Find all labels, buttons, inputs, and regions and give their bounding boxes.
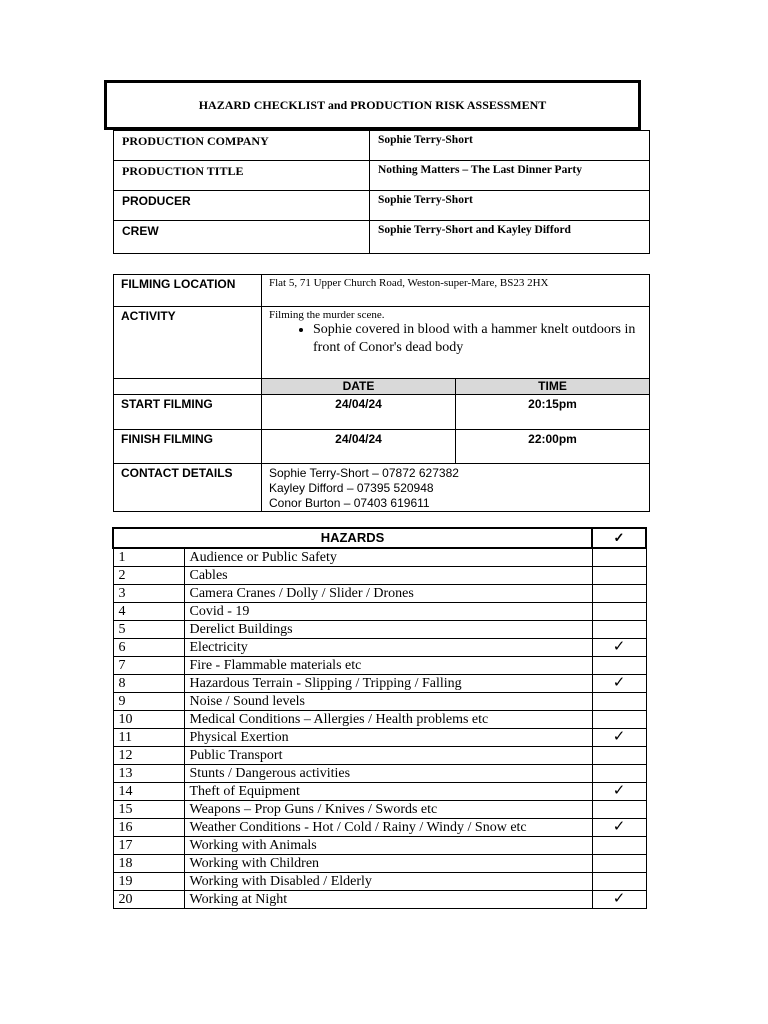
hazard-number: 3 [113,585,184,603]
finish-time: 22:00pm [456,430,650,464]
production-company-row [114,131,650,161]
hazard-name: Working at Night [184,891,592,909]
hazard-name: Working with Children [184,855,592,873]
hazard-name: Working with Disabled / Elderly [184,873,592,891]
contact-line: Kayley Difford – 07395 520948 [269,481,434,495]
time-header: TIME [456,379,650,395]
hazard-rows [113,548,646,909]
contact-details-cell [262,464,650,512]
activity-bullet: • Sophie covered in blood with a hammer knelt outdoors in front of Conor's dead body [313,321,642,357]
hazard-number: 10 [113,711,184,729]
hazard-number: 18 [113,855,184,873]
hazard-name: Stunts / Dangerous activities [184,765,592,783]
hazard-name: Audience or Public Safety [184,548,592,567]
hazard-row [113,783,646,801]
hazard-tick [592,837,646,855]
finish-filming-label: FINISH FILMING [114,430,262,464]
hazard-tick [592,567,646,585]
production-title-value: Nothing Matters – The Last Dinner Party [370,161,650,191]
contact-details-label: CONTACT DETAILS [114,464,262,512]
hazard-tick [592,585,646,603]
hazard-row [113,657,646,675]
producer-row [114,191,650,221]
hazard-row [113,693,646,711]
date-header: DATE [262,379,456,395]
hazard-number: 5 [113,621,184,639]
hazard-row [113,729,646,747]
filming-location-value: Flat 5, 71 Upper Church Road, Weston-super-Mare, BS23 2HX [262,275,650,307]
contact-details-row [114,464,650,512]
hazard-row [113,675,646,693]
schedule-header-blank [114,379,262,395]
hazard-row [113,567,646,585]
hazard-tick [592,603,646,621]
hazard-row [113,711,646,729]
start-time: 20:15pm [456,395,650,430]
hazard-tick [592,693,646,711]
hazard-row [113,891,646,909]
activity-cell [262,307,650,379]
production-company-label: PRODUCTION COMPANY [114,131,370,161]
hazard-row [113,585,646,603]
hazard-name: Cables [184,567,592,585]
hazard-name: Covid - 19 [184,603,592,621]
hazard-number: 15 [113,801,184,819]
hazard-row [113,621,646,639]
hazard-row [113,639,646,657]
crew-value: Sophie Terry-Short and Kayley Difford [370,221,650,254]
activity-intro: Filming the murder scene. [269,309,385,321]
hazard-number: 17 [113,837,184,855]
finish-filming-row [114,430,650,464]
hazard-name: Public Transport [184,747,592,765]
hazard-row [113,747,646,765]
hazard-tick: ✓ [592,639,646,657]
hazard-number: 19 [113,873,184,891]
hazard-tick: ✓ [592,819,646,837]
hazard-row [113,837,646,855]
production-company-value: Sophie Terry-Short [370,131,650,161]
hazard-number: 11 [113,729,184,747]
hazard-tick [592,711,646,729]
hazards-table [112,527,647,909]
hazard-tick [592,765,646,783]
hazard-number: 2 [113,567,184,585]
start-filming-label: START FILMING [114,395,262,430]
hazard-number: 8 [113,675,184,693]
hazard-row [113,765,646,783]
hazard-tick: ✓ [592,783,646,801]
hazard-name: Electricity [184,639,592,657]
producer-value: Sophie Terry-Short [370,191,650,221]
hazard-tick [592,621,646,639]
crew-label: CREW [114,221,370,254]
activity-bullet-list [269,321,642,357]
hazard-row [113,603,646,621]
production-title-label: PRODUCTION TITLE [114,161,370,191]
hazard-row [113,873,646,891]
hazard-name: Hazardous Terrain - Slipping / Tripping / Falling [184,675,592,693]
hazards-header: HAZARDS [113,528,592,548]
hazard-name: Derelict Buildings [184,621,592,639]
finish-date: 24/04/24 [262,430,456,464]
hazard-number: 12 [113,747,184,765]
hazard-tick [592,548,646,567]
hazard-name: Physical Exertion [184,729,592,747]
hazard-number: 1 [113,548,184,567]
start-filming-row [114,395,650,430]
hazards-header-row [113,528,646,548]
hazard-number: 14 [113,783,184,801]
hazard-number: 4 [113,603,184,621]
production-title-row [114,161,650,191]
hazard-number: 7 [113,657,184,675]
contact-line: Sophie Terry-Short – 07872 627382 [269,466,459,480]
hazard-number: 13 [113,765,184,783]
hazard-name: Theft of Equipment [184,783,592,801]
hazard-tick: ✓ [592,891,646,909]
tick-header: ✓ [592,528,646,548]
crew-row [114,221,650,254]
hazard-tick: ✓ [592,729,646,747]
document-title: HAZARD CHECKLIST and PRODUCTION RISK ASSESSMENT [104,80,641,130]
hazard-tick [592,801,646,819]
hazard-name: Medical Conditions – Allergies / Health problems etc [184,711,592,729]
filming-location-label: FILMING LOCATION [114,275,262,307]
activity-row [114,307,650,379]
filming-location-row [114,275,650,307]
hazard-row [113,855,646,873]
contact-line: Conor Burton – 07403 619611 [269,496,430,510]
hazard-row [113,801,646,819]
hazard-name: Noise / Sound levels [184,693,592,711]
hazard-name: Camera Cranes / Dolly / Slider / Drones [184,585,592,603]
hazard-name: Fire - Flammable materials etc [184,657,592,675]
hazard-name: Weapons – Prop Guns / Knives / Swords etc [184,801,592,819]
hazard-tick [592,657,646,675]
activity-label: ACTIVITY [114,307,262,379]
hazard-row [113,819,646,837]
hazard-name: Weather Conditions - Hot / Cold / Rainy / Windy / Snow etc [184,819,592,837]
location-schedule-table [113,274,650,512]
hazard-number: 9 [113,693,184,711]
hazard-number: 16 [113,819,184,837]
hazard-tick: ✓ [592,675,646,693]
start-date: 24/04/24 [262,395,456,430]
hazard-tick [592,855,646,873]
hazard-number: 6 [113,639,184,657]
schedule-header-row [114,379,650,395]
hazard-number: 20 [113,891,184,909]
hazard-name: Working with Animals [184,837,592,855]
hazard-tick [592,873,646,891]
hazard-tick [592,747,646,765]
producer-label: PRODUCER [114,191,370,221]
production-info-table [113,130,650,254]
hazard-row [113,548,646,567]
